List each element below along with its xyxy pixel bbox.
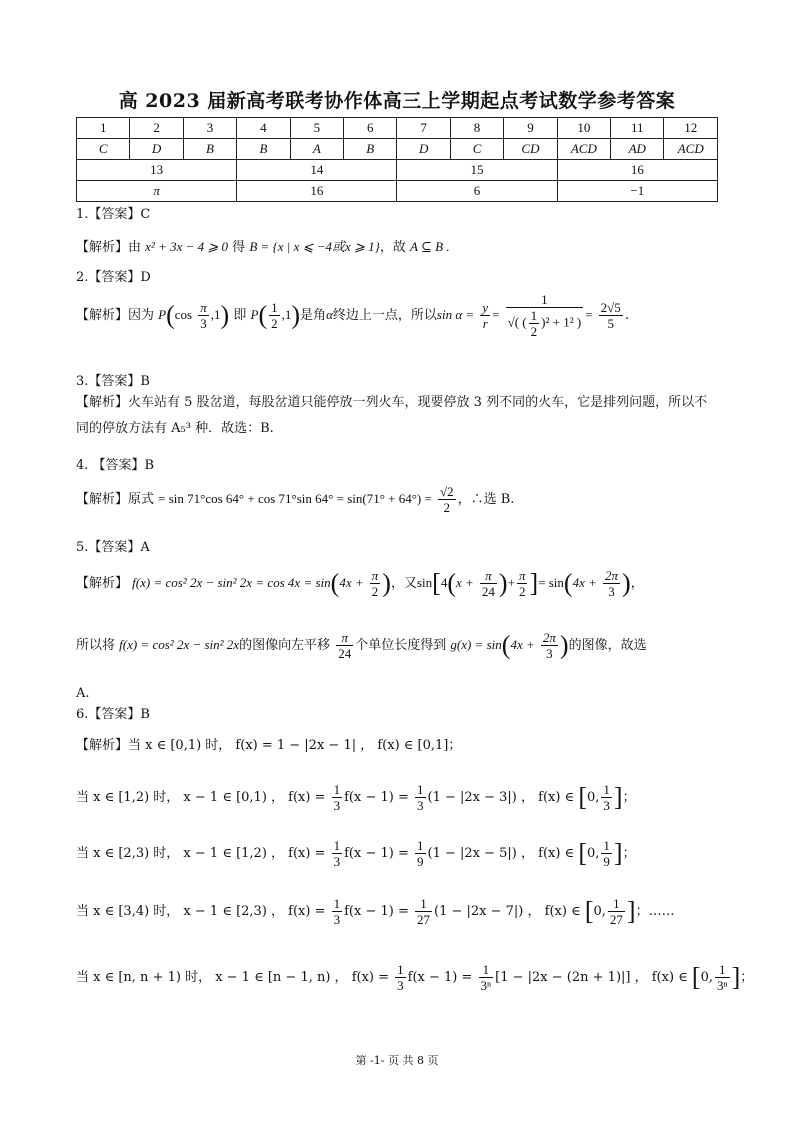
- text: 0,: [587, 790, 600, 805]
- set-expression: B = {x | x ⩽ −4或x ⩾ 1}: [249, 239, 380, 254]
- numerator: 1: [608, 896, 625, 912]
- answer-table-row: [77, 160, 718, 181]
- text: ，故: [379, 240, 406, 255]
- question-number: 2: [130, 118, 183, 139]
- denominator: 9: [603, 854, 610, 869]
- coord: ,1: [281, 307, 292, 322]
- bracket: ]: [731, 962, 741, 992]
- answer-table-row: [77, 118, 718, 139]
- fraction: [438, 484, 456, 515]
- q2-answer: 2.【答案】D: [76, 270, 151, 285]
- text: 当 x ∈ [3,4) 时， x − 1 ∈ [2,3) ， f(x) =: [76, 904, 326, 919]
- denominator: 27: [609, 912, 623, 927]
- paren: ): [382, 568, 391, 598]
- solution-label: 【解析】原式: [76, 492, 155, 507]
- text: 个单位长度得到: [355, 638, 447, 653]
- denominator: √( ( $\frac{1}{2}$ )² + 1² ): [507, 308, 582, 339]
- expression: 4x +: [339, 575, 364, 590]
- numerator: 1: [417, 838, 424, 853]
- question-number: 9: [504, 118, 557, 139]
- paren: ): [622, 568, 631, 598]
- question-number: 16: [557, 160, 717, 181]
- point-label: P: [158, 307, 167, 322]
- numerator: 1: [715, 962, 730, 978]
- expression: 4x +: [510, 637, 535, 652]
- q5-solution-line-3: A.: [76, 686, 90, 701]
- text: 即: [233, 308, 247, 323]
- cos: cos: [174, 307, 193, 322]
- text: 0,: [700, 970, 713, 985]
- answer-table-row: [77, 181, 718, 202]
- q6-solution-line-1: 【解析】当 x ∈ [0,1) 时， f(x) = 1 − |2x − 1| ， f(x) ∈ [0,1]；: [76, 738, 462, 753]
- fraction: [529, 308, 540, 339]
- q4-answer: 4. 【答案】B: [76, 458, 155, 473]
- q6-solution-line-2: [76, 782, 636, 813]
- bracket: ]: [613, 838, 623, 868]
- denominator: 3: [333, 798, 341, 813]
- answer-cell: B: [183, 139, 236, 160]
- numerator: π: [336, 630, 353, 646]
- fraction: [603, 568, 620, 599]
- sin-alpha: sin α =: [436, 307, 475, 322]
- page-title: 高 2023 届新高考联考协作体高三上学期起点考试数学参考答案: [118, 90, 676, 112]
- paren: (: [563, 568, 573, 598]
- numerator: 1: [530, 308, 538, 323]
- text: 0,: [593, 904, 606, 919]
- q4-solution: [76, 484, 514, 515]
- text: f(x − 1) =: [344, 790, 409, 805]
- numerator: 1: [603, 838, 610, 853]
- q3-answer: 3.【答案】B: [76, 374, 150, 389]
- question-number: 13: [77, 160, 237, 181]
- paren: (: [258, 300, 268, 330]
- answer-cell: B: [344, 139, 397, 160]
- denominator: 24: [481, 584, 495, 599]
- text: 0,: [587, 846, 600, 861]
- denominator: 3ⁿ: [717, 978, 728, 993]
- numerator: 1: [603, 782, 610, 797]
- answer-cell: −1: [557, 181, 717, 202]
- answer-table-row: [77, 139, 718, 160]
- numerator: 2π: [605, 568, 619, 583]
- text: f(x − 1) =: [407, 970, 473, 985]
- text: 终边上一点，所以: [332, 308, 437, 323]
- answer-cell: C: [450, 139, 503, 160]
- denominator: 27: [417, 912, 431, 927]
- solution-label: 【解析】因为: [76, 308, 155, 323]
- question-number: 3: [183, 118, 236, 139]
- answer-cell: D: [130, 139, 183, 160]
- fraction: [198, 300, 209, 331]
- fraction: [541, 630, 558, 661]
- fraction: [415, 838, 426, 869]
- bracket: [: [691, 962, 701, 992]
- q6-answer: 6.【答案】B: [76, 707, 150, 722]
- paren: ): [498, 568, 508, 598]
- text: 当 x ∈ [n, n + 1) 时， x − 1 ∈ [n − 1, n) ， f(x) =: [76, 970, 390, 985]
- numerator: 1: [333, 838, 341, 853]
- text: ，: [630, 576, 644, 591]
- numerator: π: [480, 568, 497, 584]
- sin: sin: [416, 575, 433, 590]
- question-number: 7: [397, 118, 450, 139]
- answer-cell: 16: [237, 181, 397, 202]
- text: 是角: [300, 308, 327, 323]
- q6-solution-line-4: [76, 896, 675, 927]
- text: ，∴选 B.: [457, 492, 515, 507]
- bracket: [: [578, 782, 587, 812]
- question-number: 4: [237, 118, 290, 139]
- denominator: 2: [443, 500, 451, 515]
- expression: = sin: [538, 575, 564, 590]
- solution-label: 【解析】由: [76, 240, 142, 255]
- plus: +: [507, 575, 515, 590]
- question-number: 12: [664, 118, 718, 139]
- answer-cell: 6: [397, 181, 557, 202]
- text: ；……: [635, 904, 675, 919]
- fraction: [269, 300, 280, 331]
- numerator: y: [482, 300, 489, 315]
- bracket: [: [578, 838, 587, 868]
- denominator: r: [482, 316, 488, 331]
- denominator: 3: [397, 978, 404, 993]
- fraction: [479, 962, 494, 993]
- paren: (: [330, 568, 340, 598]
- q1-solution: [76, 236, 450, 255]
- expression: = sin 71°cos 64° + cos 71°sin 64° = sin(71° + 64°) =: [158, 491, 432, 506]
- numerator: 1: [333, 782, 341, 797]
- fraction: [608, 896, 625, 927]
- fraction: [415, 782, 426, 813]
- denominator: 3: [333, 854, 341, 869]
- numerator: 1: [271, 300, 278, 315]
- answer-cell: ACD: [664, 139, 718, 160]
- coord: ,1: [210, 307, 221, 322]
- q5-solution-line-1: [76, 568, 644, 599]
- q6-solution-line-3: [76, 838, 636, 869]
- numerator: 2√5: [600, 300, 621, 315]
- numerator: 1: [417, 782, 424, 797]
- text: ；: [622, 846, 636, 861]
- page-footer: 第 -1- 页 共 8 页: [355, 1054, 439, 1067]
- denominator: 9: [417, 854, 424, 869]
- denominator: 24: [338, 646, 352, 661]
- fraction: [332, 896, 343, 927]
- paren: ): [559, 630, 569, 660]
- fraction: [517, 568, 528, 599]
- question-number: 5: [290, 118, 343, 139]
- inequality: x² + 3x − 4 ⩾ 0: [145, 239, 229, 254]
- text: 当 x ∈ [2,3) 时， x − 1 ∈ [1,2) ， f(x) =: [76, 846, 326, 861]
- question-number: 8: [450, 118, 503, 139]
- text: 当 x ∈ [1,2) 时， x − 1 ∈ [0,1) ， f(x) =: [76, 790, 326, 805]
- point-label: P: [250, 307, 259, 322]
- numerator: 1: [333, 896, 341, 911]
- numerator: 1: [397, 962, 404, 977]
- q5-solution-line-2: [76, 630, 647, 661]
- answer-table: [76, 117, 718, 202]
- text: f(x − 1) =: [344, 846, 409, 861]
- text: ；: [740, 970, 754, 985]
- q2-solution: 【解析】因为 P(cos $\frac{\pi}{3}$ ,1) 即 P( $\frac{1}{2}$ ,1)是角α终边上一点，所以sin α = $\frac{y}{r}$ = 1 √( ( $\frac{1}{2}$ )² + 1² ) = $\frac{2√5}{5}$ .: [76, 292, 629, 339]
- fraction: [332, 782, 343, 813]
- expression: x +: [455, 575, 474, 590]
- paren: ): [291, 300, 301, 330]
- q1-answer: 1.【答案】C: [76, 207, 151, 222]
- question-number: 6: [344, 118, 397, 139]
- paren: (: [501, 630, 511, 660]
- denominator: 3: [333, 912, 341, 927]
- fraction: [480, 568, 497, 599]
- denominator: 3: [608, 584, 615, 599]
- expression: 4x +: [572, 575, 597, 590]
- text: 所以将: [76, 638, 116, 653]
- equals: =: [492, 307, 500, 322]
- coef: 4: [440, 575, 448, 590]
- equals: =: [585, 307, 593, 322]
- numerator: √2: [439, 484, 454, 499]
- fraction: [480, 300, 490, 331]
- answer-cell: AD: [611, 139, 664, 160]
- denominator: 3: [417, 798, 424, 813]
- fraction: [395, 962, 406, 993]
- conclusion: A ⊆ B .: [410, 239, 450, 254]
- alpha: α: [326, 307, 333, 322]
- expression: g(x) = sin: [450, 637, 502, 652]
- question-number: 11: [611, 118, 664, 139]
- paren: ): [220, 300, 230, 330]
- fraction: [506, 292, 584, 339]
- denominator: 2: [518, 584, 526, 599]
- bracket: ]: [529, 568, 539, 598]
- text: (1 − |2x − 7|) ， f(x) ∈: [434, 904, 581, 919]
- numerator: 1: [479, 962, 494, 978]
- text: 得: [232, 240, 246, 255]
- text: (1 − |2x − 3|) ， f(x) ∈: [427, 790, 575, 805]
- answer-cell: π: [77, 181, 237, 202]
- bracket: [: [584, 896, 594, 926]
- answer-cell: A: [290, 139, 343, 160]
- numerator: 1: [415, 896, 432, 912]
- fraction: [415, 896, 432, 927]
- text: ，又: [390, 576, 417, 591]
- fraction: [370, 568, 381, 599]
- answer-cell: B: [237, 139, 290, 160]
- answer-cell: CD: [504, 139, 557, 160]
- numerator: π: [518, 568, 526, 583]
- paren: (: [166, 300, 175, 330]
- q5-answer: 5.【答案】A: [76, 540, 150, 555]
- numerator: π: [371, 568, 379, 583]
- question-number: 14: [237, 160, 397, 181]
- text: 的图像向左平移: [239, 638, 331, 653]
- paren: (: [447, 568, 456, 598]
- denominator: 2: [271, 316, 278, 331]
- numerator: 2π: [542, 630, 556, 645]
- text: ；: [622, 790, 636, 805]
- fraction: [601, 838, 612, 869]
- denominator: 3ⁿ: [480, 978, 492, 993]
- answer-cell: C: [77, 139, 130, 160]
- bracket: ]: [613, 782, 623, 812]
- numerator: 1: [506, 292, 584, 308]
- text: (1 − |2x − 5|) ， f(x) ∈: [427, 846, 575, 861]
- text: [1 − |2x − (2n + 1)|] ， f(x) ∈: [495, 970, 688, 985]
- fraction: [332, 838, 343, 869]
- fraction: [599, 300, 623, 331]
- question-number: 15: [397, 160, 557, 181]
- fraction: [715, 962, 730, 993]
- solution-label: 【解析】: [76, 576, 129, 591]
- q3-solution: 【解析】火车站有 5 股岔道，每股岔道只能停放一列火车，现要停放 3 列不同的火车，它是排列问题，所以不同的停放方法有 A₅³ 种．故选：B.: [76, 395, 708, 436]
- denominator: 3: [200, 316, 207, 331]
- q6-solution-line-5: [76, 962, 753, 993]
- question-number: 1: [77, 118, 130, 139]
- answer-cell: D: [397, 139, 450, 160]
- bracket: ]: [626, 896, 636, 926]
- fraction: [336, 630, 353, 661]
- fraction: [601, 782, 612, 813]
- numerator: π: [200, 300, 207, 315]
- denominator: 5: [607, 316, 614, 331]
- denominator: 2: [530, 324, 538, 339]
- denominator: 3: [603, 798, 610, 813]
- denominator: 3: [546, 646, 553, 661]
- expression: f(x) = cos² 2x − sin² 2x = cos 4x = sin: [132, 575, 331, 590]
- question-number: 10: [557, 118, 610, 139]
- denominator: 2: [371, 584, 379, 599]
- text: 的图像，故选: [568, 638, 647, 653]
- bracket: [: [432, 568, 441, 598]
- answer-cell: ACD: [557, 139, 610, 160]
- text: f(x − 1) =: [344, 904, 409, 919]
- expression: f(x) = cos² 2x − sin² 2x: [119, 637, 240, 652]
